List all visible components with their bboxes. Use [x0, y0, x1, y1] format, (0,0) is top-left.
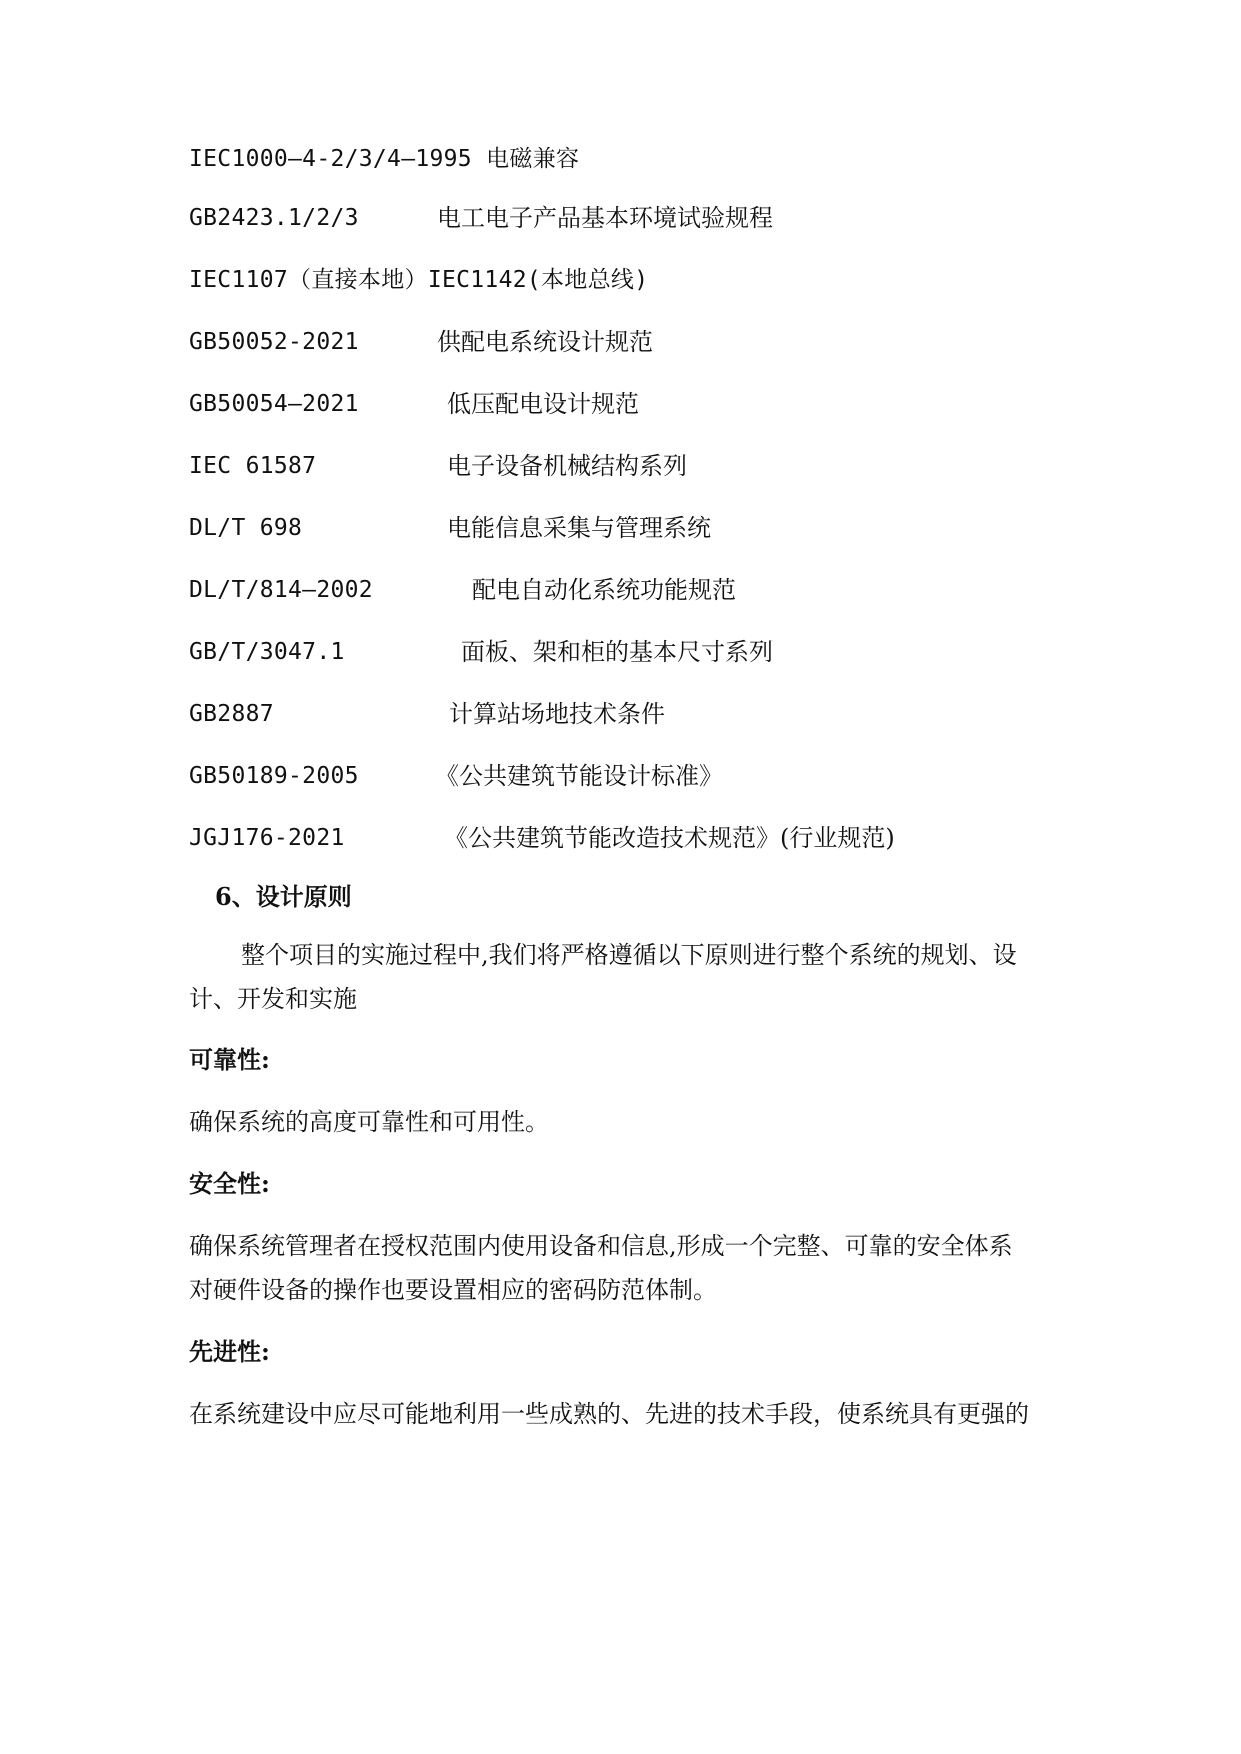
standard-code: DL/T 698 [189, 515, 303, 541]
standard-row [189, 756, 1089, 796]
intro-paragraph [189, 937, 1059, 1017]
standard-row [189, 322, 1089, 362]
principle-line: 在系统建设中应尽可能地利用一些成熟的、先进的技术手段，使系统具有更强的 [189, 1400, 1029, 1428]
standard-row [189, 139, 1089, 179]
standard-title: 供配电系统设计规范 [437, 328, 653, 356]
standard-row [189, 198, 1089, 238]
principle-advanced-text [189, 1396, 1059, 1432]
standard-code: GB50052-2021 [189, 329, 359, 355]
standard-code: JGJ176-2021 [189, 825, 345, 851]
principle-reliability-title: 可靠性: [189, 1045, 270, 1074]
principle-line: 对硬件设备的操作也要设置相应的密码防范体制。 [189, 1276, 717, 1304]
principle-line: 确保系统的高度可靠性和可用性。 [189, 1108, 549, 1136]
standard-title: 电能信息采集与管理系统 [447, 514, 711, 542]
intro-line: 整个项目的实施过程中,我们将严格遵循以下原则进行整个系统的规划、设 [241, 941, 1017, 969]
principle-security-text [189, 1228, 1059, 1308]
standard-code: IEC1107（直接本地）IEC1142(本地总线) [189, 267, 649, 293]
standard-title: 计算站场地技术条件 [449, 700, 665, 728]
principle-line: 确保系统管理者在授权范围内使用设备和信息,形成一个完整、可靠的安全体系 [189, 1232, 1013, 1260]
standard-title: 电子设备机械结构系列 [447, 452, 687, 480]
standard-title: 面板、架和柜的基本尺寸系列 [461, 638, 773, 666]
standard-title: 低压配电设计规范 [447, 390, 639, 418]
standard-row [189, 818, 1089, 858]
standard-row [189, 260, 1089, 300]
standard-code: IEC1000—4-2/3/4—1995 电磁兼容 [189, 146, 580, 172]
standard-row [189, 446, 1089, 486]
standard-row [189, 384, 1089, 424]
standard-code: GB50054—2021 [189, 391, 359, 417]
standard-code: GB/T/3047.1 [189, 639, 345, 665]
standard-row [189, 508, 1089, 548]
principle-reliability-text [189, 1104, 1059, 1140]
standard-code: IEC 61587 [189, 453, 317, 479]
standard-title: 配电自动化系统功能规范 [472, 576, 736, 604]
standard-code: DL/T/814—2002 [189, 577, 373, 603]
principle-security-title: 安全性: [189, 1169, 270, 1198]
principle-advanced-title: 先进性: [189, 1337, 270, 1366]
standard-title: 《公共建筑节能改造技术规范》(行业规范) [444, 824, 895, 852]
standard-row [189, 694, 1089, 734]
standard-code: GB2423.1/2/3 [189, 205, 359, 231]
standard-row [189, 632, 1089, 672]
section-heading: 6、设计原则 [215, 882, 352, 911]
standard-code: GB50189-2005 [189, 763, 359, 789]
standard-row [189, 570, 1089, 610]
standard-title: 电工电子产品基本环境试验规程 [437, 204, 773, 232]
standard-code: GB2887 [189, 701, 274, 727]
intro-line: 计、开发和实施 [189, 985, 357, 1013]
standard-title: 《公共建筑节能设计标准》 [435, 762, 723, 790]
